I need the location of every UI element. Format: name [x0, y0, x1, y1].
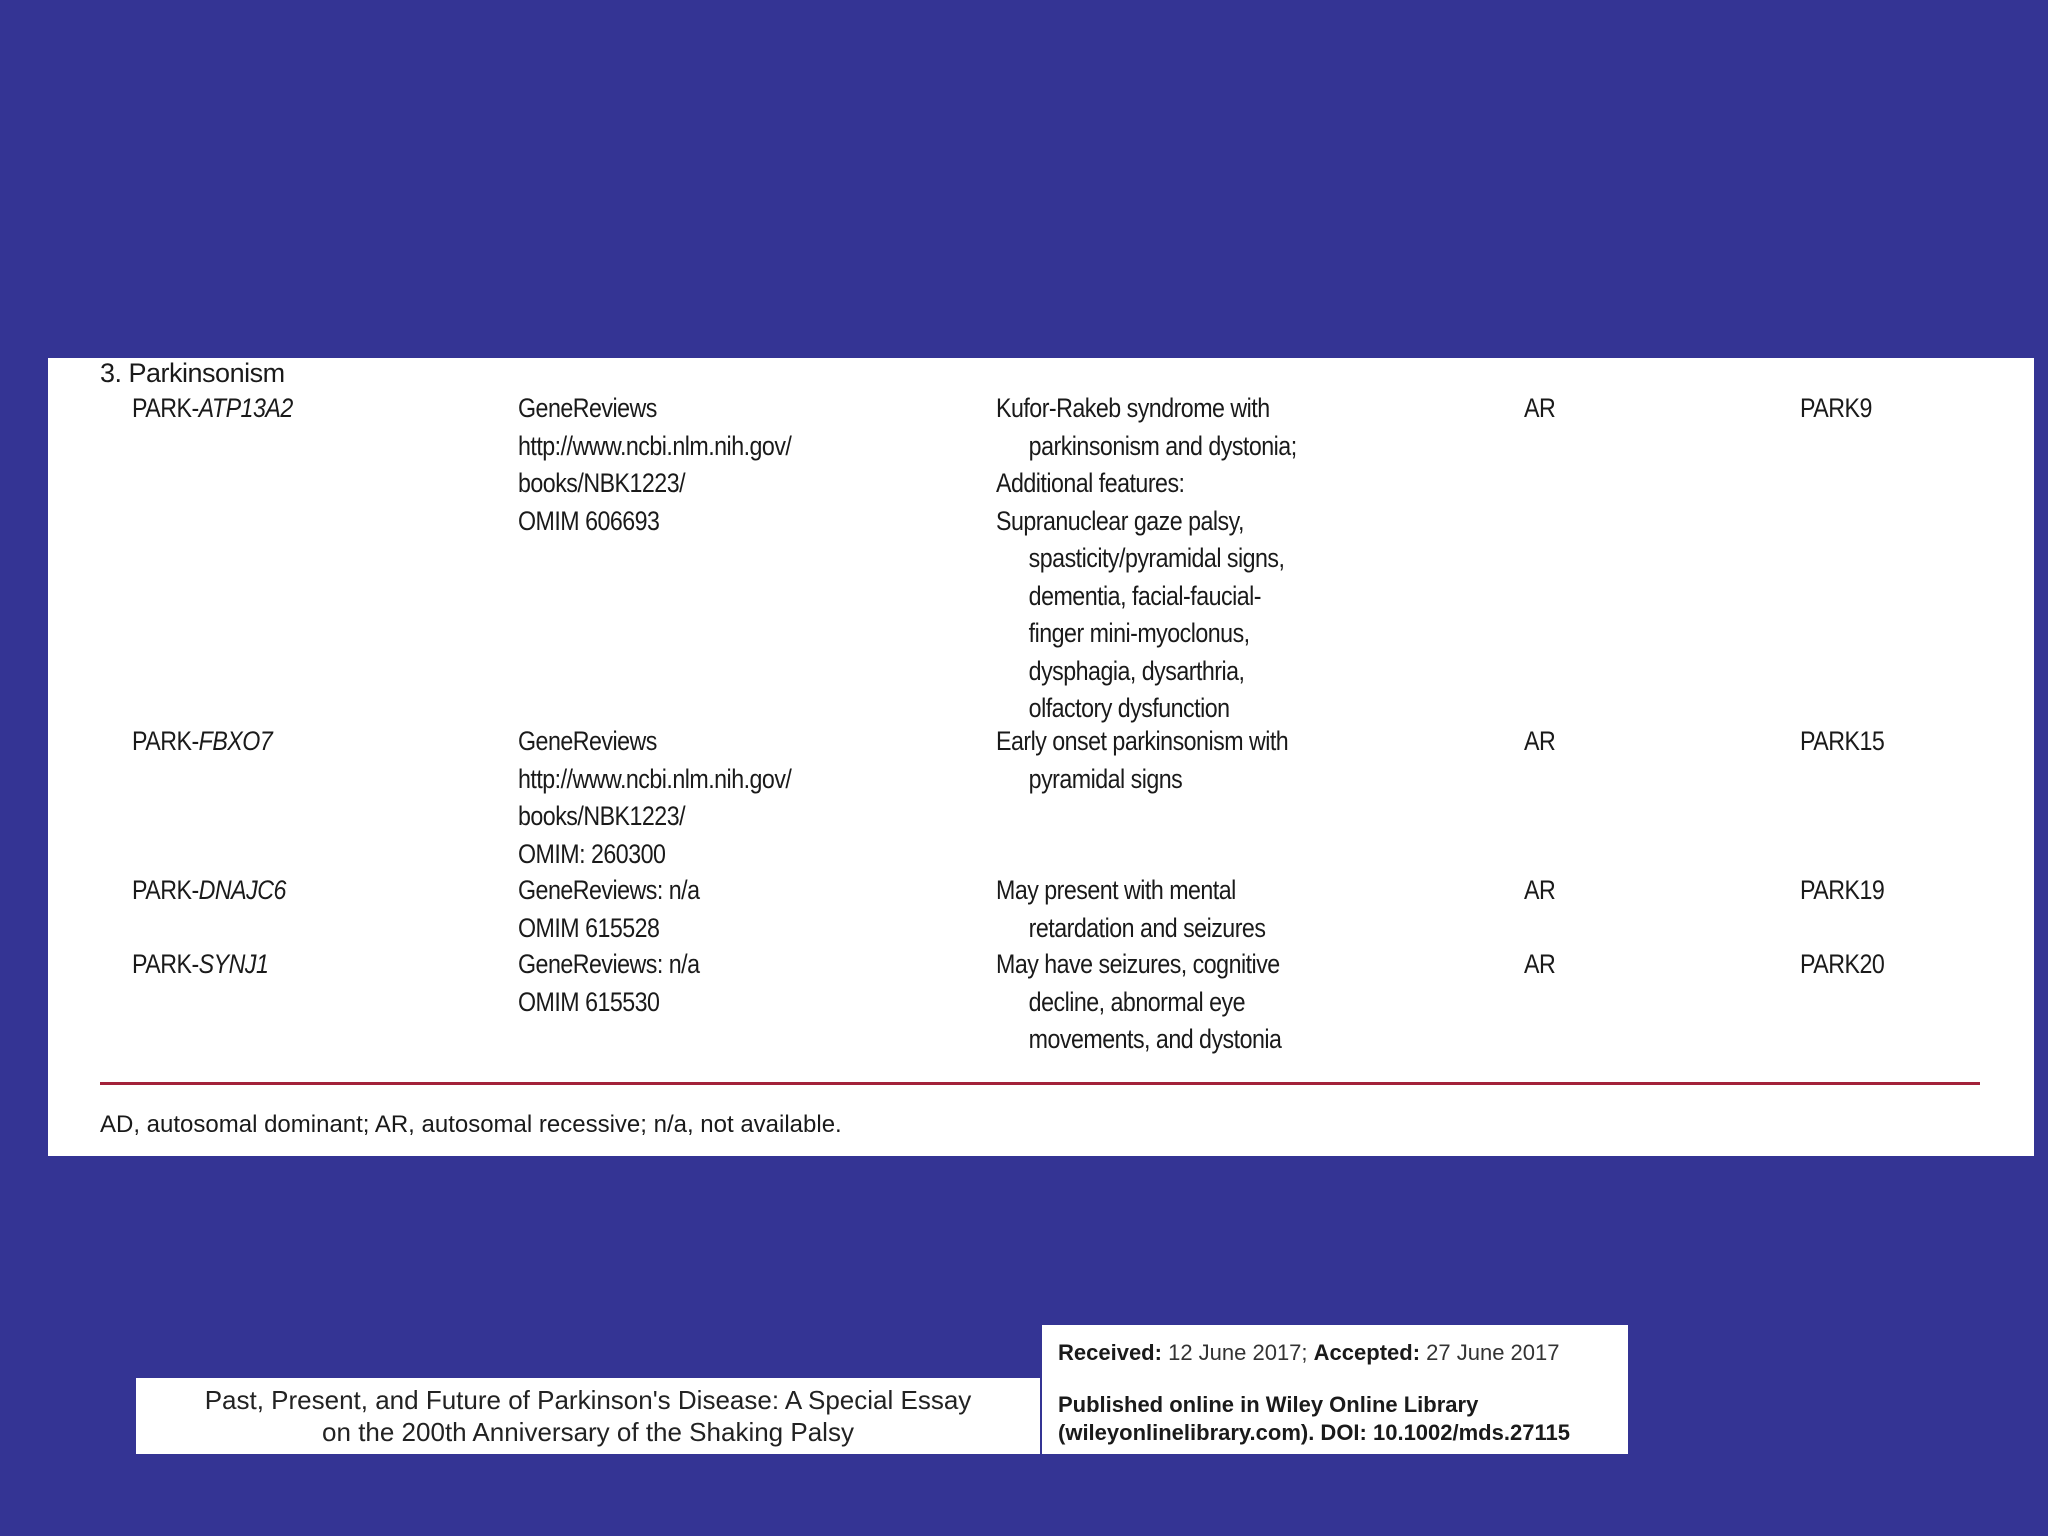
section-title: 3. Parkinsonism	[100, 358, 285, 388]
reference-cell	[518, 946, 699, 1021]
reference-line: OMIM: 260300	[518, 838, 666, 869]
phenotype-line: spasticity/pyramidal signs,	[1028, 543, 1285, 573]
phenotype-line: finger mini-myoclonus,	[1028, 618, 1250, 648]
gene-prefix: PARK-	[132, 393, 199, 423]
phenotype-line: May have seizures, cognitive	[996, 949, 1280, 979]
phenotype-line: May present with mental	[996, 875, 1236, 905]
phenotype-line: decline, abnormal eye	[1028, 986, 1246, 1017]
received-accepted-line	[1058, 1339, 1560, 1367]
reference-link[interactable]: http://www.ncbi.nlm.nih.gov/	[518, 430, 792, 461]
reference-line: OMIM 606693	[518, 505, 660, 536]
reference-line: GeneReviews: n/a	[518, 875, 700, 905]
locus-cell: PARK19	[1800, 875, 1885, 905]
citation-line: Past, Present, and Future of Parkinson's Disease: A Special Essay	[204, 1385, 972, 1415]
doi-line[interactable]: (wileyonlinelibrary.com). DOI: 10.1002/mds.27115	[1058, 1420, 1570, 1445]
publication-info-box	[1042, 1325, 1628, 1454]
phenotype-line: olfactory dysfunction	[1028, 693, 1230, 723]
gene-prefix: PARK-	[132, 726, 199, 756]
reference-cell	[518, 723, 791, 873]
phenotype-line: dementia, facial-faucial-	[1028, 580, 1262, 611]
phenotype-cell	[996, 946, 1281, 1059]
gene-prefix: PARK-	[132, 949, 199, 979]
inheritance-cell: AR	[1524, 949, 1556, 979]
phenotype-line: retardation and seizures	[1028, 912, 1266, 943]
phenotype-cell	[996, 723, 1288, 798]
locus-cell: PARK9	[1800, 393, 1872, 423]
locus-cell: PARK15	[1800, 726, 1885, 756]
published-online-note	[1058, 1391, 1570, 1447]
inheritance-cell: AR	[1524, 726, 1556, 756]
phenotype-cell	[996, 390, 1297, 728]
table-bottom-rule	[100, 1082, 1980, 1085]
reference-line: GeneReviews	[518, 393, 657, 423]
phenotype-line: movements, and dystonia	[1028, 1024, 1282, 1054]
received-date: 12 June 2017;	[1168, 1340, 1308, 1365]
phenotype-line: dysphagia, dysarthria,	[1028, 655, 1245, 686]
gene-cell	[132, 872, 286, 910]
citation-line: on the 200th Anniversary of the Shaking Palsy	[322, 1417, 854, 1447]
citation-box	[136, 1378, 1040, 1454]
reference-cell	[518, 872, 699, 947]
gene-cell	[132, 946, 268, 984]
phenotype-cell	[996, 872, 1265, 947]
table-footnote: AD, autosomal dominant; AR, autosomal recessive; n/a, not available.	[100, 1111, 842, 1138]
phenotype-line: parkinsonism and dystonia;	[1028, 430, 1297, 461]
received-label: Received:	[1058, 1340, 1162, 1365]
gene-cell	[132, 723, 272, 761]
phenotype-line: Early onset parkinsonism with	[996, 726, 1289, 756]
locus-cell: PARK20	[1800, 949, 1885, 979]
reference-line: OMIM 615528	[518, 912, 660, 943]
gene-symbol: DNAJC6	[198, 875, 286, 905]
reference-cell	[518, 390, 791, 540]
table-panel	[48, 358, 2034, 1156]
citation-title	[136, 1384, 1040, 1448]
accepted-label: Accepted:	[1313, 1340, 1421, 1365]
inheritance-cell: AR	[1524, 393, 1556, 423]
phenotype-line: Additional features:	[996, 468, 1185, 498]
gene-cell	[132, 390, 293, 428]
reference-line: GeneReviews: n/a	[518, 949, 700, 979]
accepted-date: 27 June 2017	[1426, 1340, 1560, 1365]
phenotype-line: Supranuclear gaze palsy,	[996, 505, 1244, 536]
inheritance-cell: AR	[1524, 875, 1556, 905]
published-line: Published online in Wiley Online Library	[1058, 1392, 1479, 1417]
reference-line: GeneReviews	[518, 726, 657, 756]
gene-symbol: FBXO7	[198, 726, 273, 756]
phenotype-line: pyramidal signs	[1028, 763, 1183, 794]
reference-link[interactable]: books/NBK1223/	[518, 468, 686, 498]
phenotype-line: Kufor-Rakeb syndrome with	[996, 393, 1270, 423]
gene-prefix: PARK-	[132, 875, 199, 905]
gene-symbol: ATP13A2	[198, 393, 293, 423]
reference-line: OMIM 615530	[518, 986, 660, 1017]
reference-link[interactable]: books/NBK1223/	[518, 801, 686, 831]
gene-symbol: SYNJ1	[198, 949, 269, 979]
reference-link[interactable]: http://www.ncbi.nlm.nih.gov/	[518, 763, 792, 794]
